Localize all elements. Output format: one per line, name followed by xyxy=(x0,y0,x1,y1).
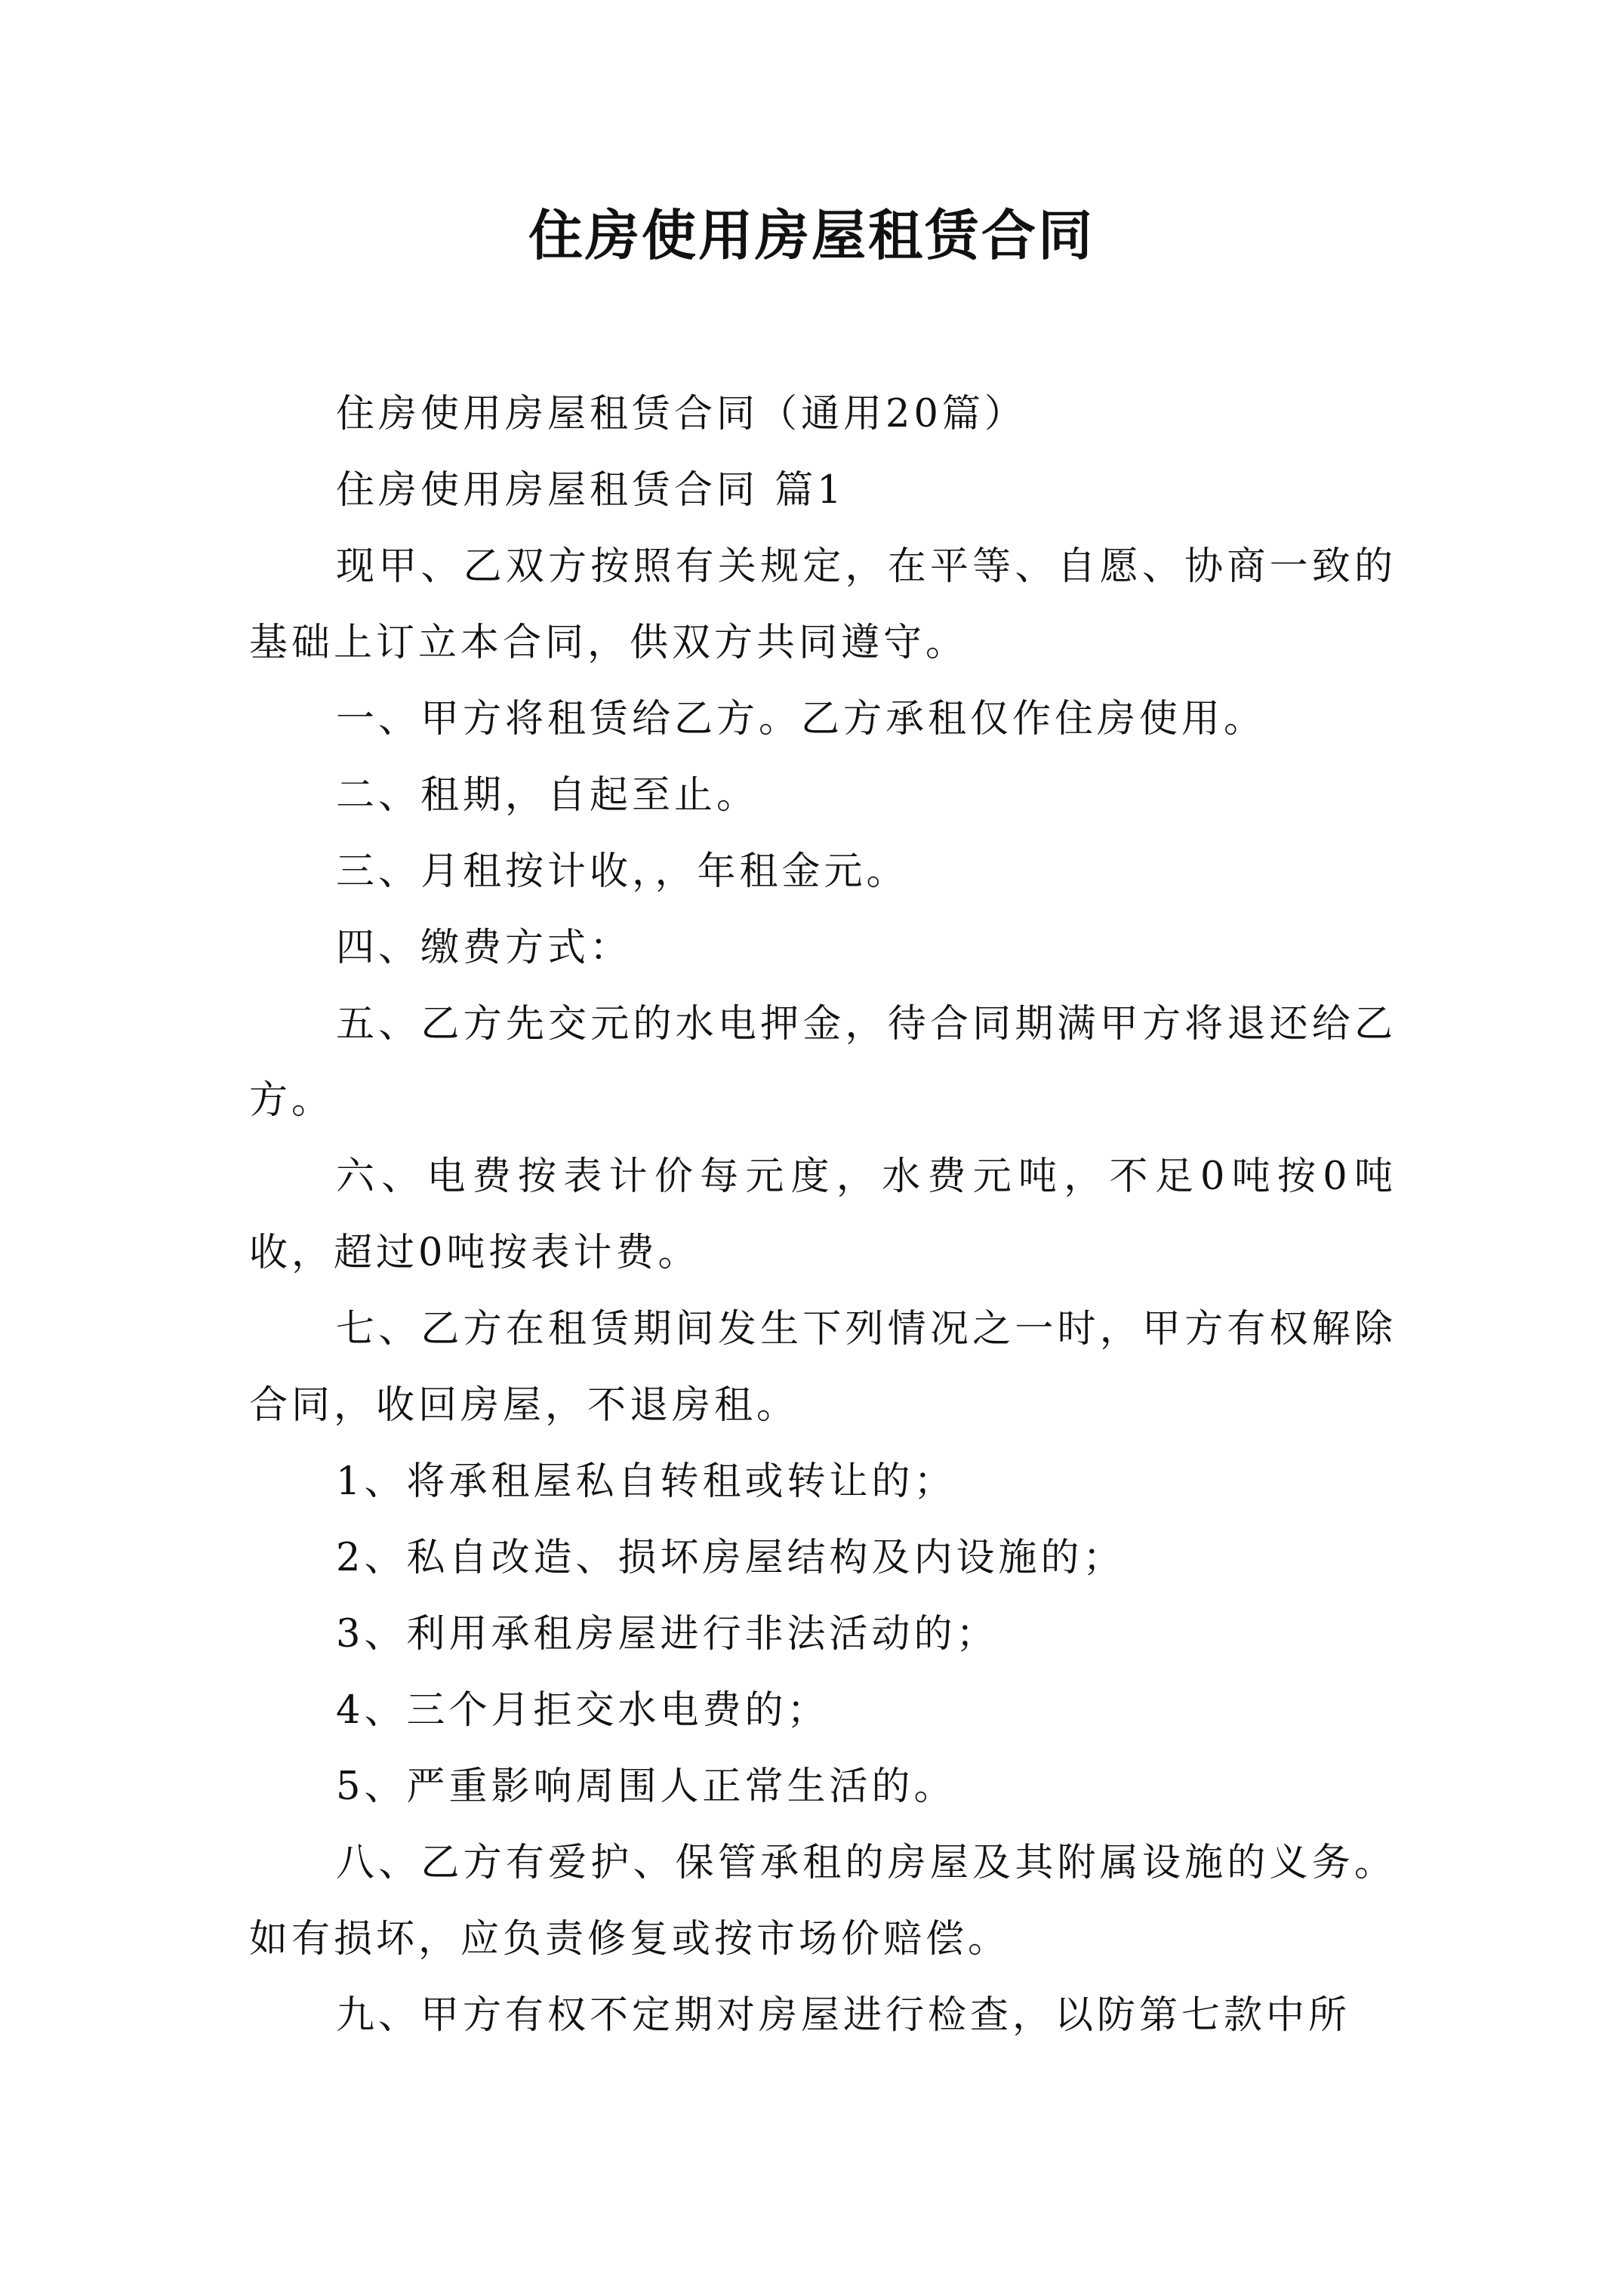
list-item: 5、严重影响周围人正常生活的。 xyxy=(336,1764,956,1809)
section-heading: 住房使用房屋租赁合同 篇1 xyxy=(336,468,845,513)
list-item: 1、将承租屋私自转租或转让的； xyxy=(336,1459,956,1504)
clause-paragraph: 二、租期，自起至止。 xyxy=(336,773,759,818)
clause-paragraph: 五、乙方先交元的水电押金，待合同期满甲方将退还给乙方。 xyxy=(249,1002,1397,1123)
clause-paragraph: 七、乙方在租赁期间发生下列情况之一时，甲方有权解除合同，收回房屋，不退房租。 xyxy=(249,1307,1397,1428)
list-item: 4、三个月拒交水电费的； xyxy=(336,1688,830,1733)
clause-paragraph: 八、乙方有爱护、保管承租的房屋及其附属设施的义务。如有损坏，应负责修复或按市场价赔偿。 xyxy=(249,1841,1397,1962)
clause-paragraph: 六、电费按表计价每元度，水费元吨，不足0吨按0吨收，超过0吨按表计费。 xyxy=(249,1154,1397,1275)
clause-paragraph: 一、甲方将租赁给乙方。乙方承租仅作住房使用。 xyxy=(336,697,1267,741)
subtitle-paragraph: 住房使用房屋租赁合同（通用20篇） xyxy=(336,392,1027,436)
clause-paragraph: 三、月租按计收，，年租金元。 xyxy=(336,849,909,894)
body-paragraph: 现甲、乙双方按照有关规定，在平等、自愿、协商一致的基础上订立本合同，供双方共同遵守。 xyxy=(249,544,1397,665)
clause-paragraph: 四、缴费方式： xyxy=(336,926,633,970)
clause-paragraph: 九、甲方有权不定期对房屋进行检查，以防第七款中所 xyxy=(336,1993,1351,2038)
document-title: 住房使用房屋租赁合同 xyxy=(528,203,1095,267)
document-body xyxy=(249,376,1397,2054)
list-item: 3、利用承租房屋进行非法活动的； xyxy=(336,1612,999,1657)
list-item: 2、私自改造、损坏房屋结构及内设施的； xyxy=(336,1536,1126,1580)
